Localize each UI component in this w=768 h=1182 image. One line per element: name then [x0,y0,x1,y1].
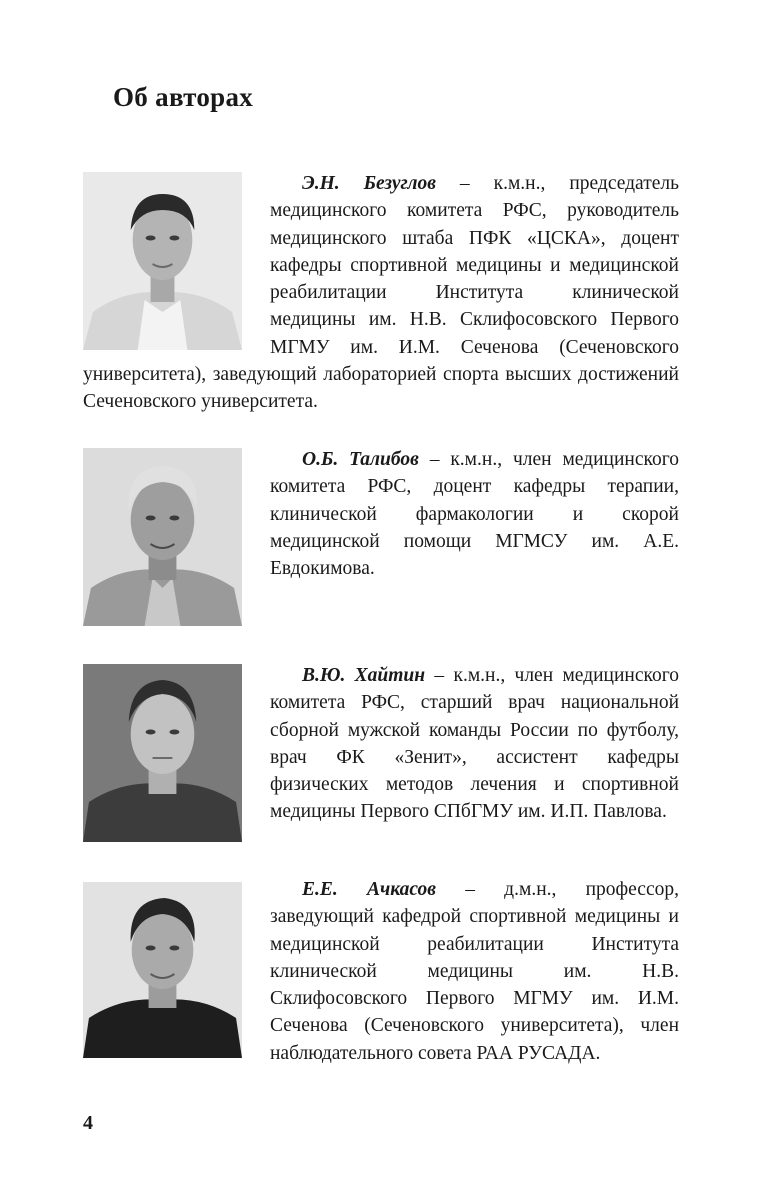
author-entry-khaytin [83,658,679,846]
author-name: В.Ю. Хайтин [302,665,426,686]
author-description: – д.м.н., профессор, заведующий кафедрой спортивной медицины и медицинской реабилитации Института клинической медицины им. Н.В. Склифосовского Первого МГМУ им. И.М. Сеченова (Сеченовского университета), член наблюдательного совета РАА РУСАДА. [270,879,679,1064]
page-number: 4 [83,1112,93,1134]
author-description: – к.м.н., председатель медицинского комитета РФС, руководитель медицинского штаба ПФК «ЦСКА», доцент кафедры спортивной медицины и медицинской реабилитации Института клинической медицины им. Н.В. Склифосовского Первого МГМУ им. И.М. Сеченова (Сеченовского университета), заведующий лабораторией спорта высших достижений Сеченовского университета. [83,173,680,413]
author-photo [83,664,242,842]
author-name: О.Б. Талибов [302,449,419,470]
author-photo [83,882,242,1058]
author-name: Е.Е. Ачкасов [302,879,436,900]
author-entry-talibov [83,442,679,630]
author-photo [83,448,242,626]
page-heading: Об авторах [113,82,254,112]
author-description: – к.м.н., член медицинского комитета РФС, доцент кафедры терапии, клинической фармакологии и скорой медицинской помощи МГМСУ им. А.Е. Евдокимова. [270,449,679,580]
author-description: – к.м.н., член медицинского комитета РФС, старший врач национальной сборной мужской команды России по футболу, врач ФК «Зенит», ассистент кафедры физических методов лечения и спортивной медицины Первого СПбГМУ им. И.П. Павлова. [270,665,680,823]
author-entry-bezuglov [83,166,679,416]
author-entry-achkasov [83,876,679,1067]
author-photo [83,172,242,350]
author-name: Э.Н. Безуглов [302,173,436,194]
